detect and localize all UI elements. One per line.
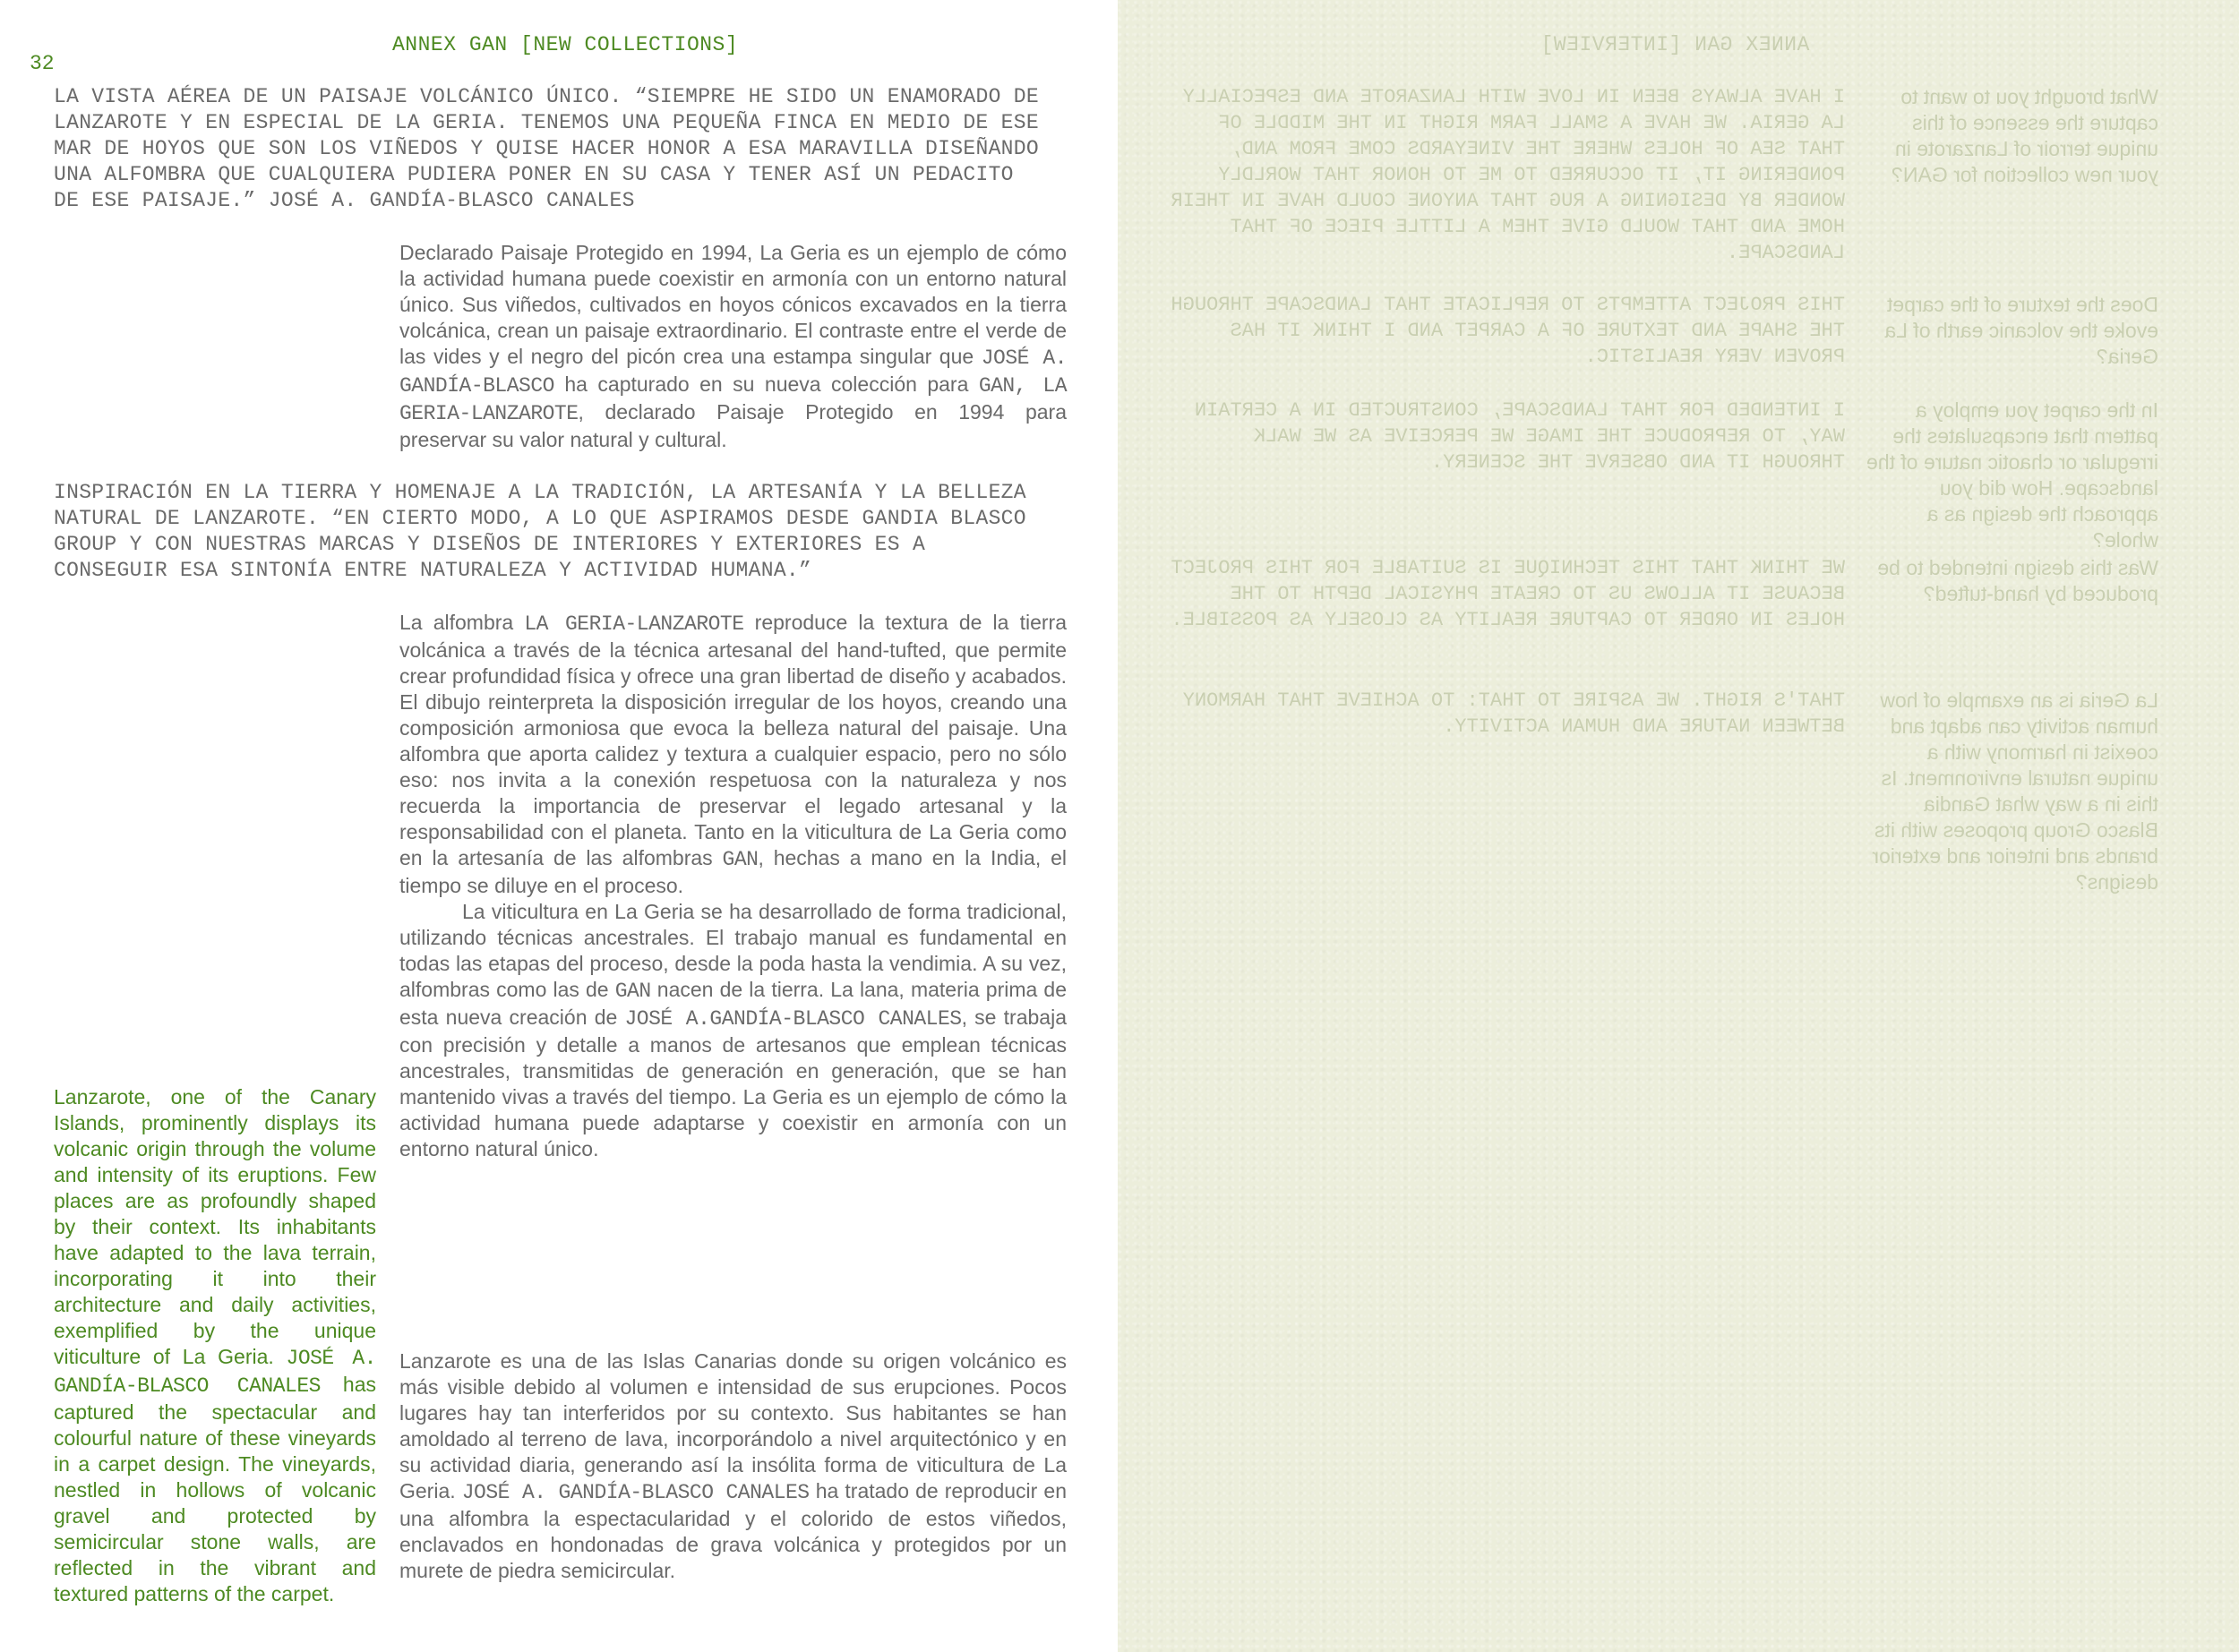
- body-paragraph-1: [399, 240, 1067, 453]
- para1-text-1: Declarado Paisaje Protegido en 1994, La Geria es un ejemplo de cómo la actividad humana puede coexistir en armonía con un entorno natural único. Sus viñedos, cultivados en hoyos cónicos excavados en la tierra volcánica, crean un paisaje extraordinario. El contraste entre el verde de las vides y el negro del picón crea una estampa singular que: [399, 241, 1067, 368]
- body-paragraph-2: [399, 610, 1067, 899]
- para1-text-3: , declarado Paisaje Protegido en 1994 para preservar su valor natural y cultural.: [399, 400, 1067, 451]
- mirrored-answer-5: THAT'S RIGHT. WE ASPIRE TO THAT: TO ACHIEVE THAT HARMONY BETWEEN NATURE AND HUMAN ACTIVITY.: [1182, 689, 1845, 738]
- left-page: [0, 0, 1118, 1652]
- mirrored-question-2: Does the texture of the carpet evoke the volcanic earth of La Geria?: [1884, 293, 2158, 368]
- para2-text-1: La alfombra: [399, 611, 525, 634]
- mirrored-answer-2: THIS PROJECT ATTEMPTS TO REPLICATE THAT LANDSCAPE THROUGH THE SHAPE AND TEXTURE OF A CARPET AND I THINK IT HAS PROVEN VERY REALISTIC.: [1171, 294, 1845, 368]
- para2-brand-name: GAN: [722, 848, 759, 871]
- para4-text-1: Lanzarote es una de las Islas Canarias donde su origen volcánico es más visible debido al volumen e intensidad de sus erupciones. Pocos lugares hay tan interferidos por su contexto. Sus habitantes se han amoldado al terreno de lava, incorporándolo a nivel arquitectónico y en su actividad diaria, generando así la insólita forma de viticultura de La Geria.: [399, 1349, 1067, 1502]
- para1-collection-name: GAN, LA GERIA-LANZAROTE: [399, 374, 1067, 425]
- inspiration-quote: INSPIRACIÓN EN LA TIERRA Y HOMENAJE A LA TRADICIÓN, LA ARTESANÍA Y LA BELLEZA NATURAL DE LANZAROTE. “EN CIERTO MODO, A LO QUE ASPIRAMOS DESDE GANDIA BLASCO GROUP Y CON NUESTRAS MARCAS Y DISEÑOS DE INTERIORES Y EXTERIORES ES A CONSEGUIR ESA SINTONÍA ENTRE NATURALEZA Y ACTIVIDAD HUMANA.”: [54, 481, 1026, 582]
- english-caption: [54, 1084, 376, 1607]
- para3-text-2: nacen de la tierra. La lana, materia prima de esta nueva creación de: [399, 978, 1067, 1029]
- para2-text-2: reproduce la textura de la tierra volcánica a través de la técnica artesanal del hand-tufted, que permite crear profundidad física y ofrece una gran libertad de diseño y acabados. El dibujo reinterpreta la disposición irregular de los hoyos, creando una composición armoniosa que evoca la belleza natural del paisaje. Una alfombra que aporta calidez y textura a cualquier espacio, pero no sólo eso: nos invita a la conexión respetuosa con la naturaleza y nos recuerda la importancia de preservar el legado artesanal y la responsabilidad con el planeta. Tanto en la viticultura de La Geria como en la artesanía de las alfombras: [399, 611, 1067, 869]
- para4-designer-name: JOSÉ A. GANDÍA-BLASCO CANALES: [461, 1481, 810, 1504]
- mirrored-question-4: Was this design intended to be produced by hand-tufted?: [1877, 556, 2158, 605]
- mirrored-answer-1: I HAVE ALWAYS BEEN IN LOVE WITH LANZAROTE AND ESPECIALLY LA GERIA. WE HAVE A SMALL FARM RIGHT IN THE MIDDLE OF THAT SEA OF HOLES WHERE THE VINEYARDS COME FROM AND, PONDERING IT, IT OCCURRED TO ME TO HONOR THAT WORLDLY WONDER BY DESIGNING A RUG THAT ANYONE COULD HAVE IN THEIR HOME AND THAT WOULD GIVE THEM A LITTLE PIECE OF THAT LANDSCAPE.: [1171, 86, 1845, 264]
- para3-designer-name: JOSÉ A.GANDÍA-BLASCO CANALES: [624, 1007, 962, 1031]
- lead-quote: LA VISTA AÉREA DE UN PAISAJE VOLCÁNICO ÚNICO. “SIEMPRE HE SIDO UN ENAMORADO DE LANZAROTE Y EN ESPECIAL DE LA GERIA. TENEMOS UNA PEQUEÑA FINCA EN MEDIO DE ESE MAR DE HOYOS QUE SON LOS VIÑEDOS Y QUISE HACER HONOR A ESA MARAVILLA DISEÑANDO UNA ALFOMBRA QUE CUALQUIERA PUDIERA PONER EN SU CASA Y TENER ASÍ UN PEDACITO DE ESE PAISAJE.” JOSÉ A. GANDÍA-BLASCO CANALES: [54, 85, 1039, 212]
- para1-designer-name: JOSÉ A. GANDÍA-BLASCO: [399, 347, 1067, 398]
- caption-text-2: has captured the spectacular and colourful nature of these vineyards in a carpet design. The vineyards, nestled in hollows of volcanic gravel and protected by semicircular stone walls, are reflected in the vibrant and textured patterns of the carpet.: [54, 1373, 376, 1605]
- body-paragraph-3: [399, 899, 1067, 1162]
- mirrored-answer-3: I INTENDED FOR THAT LANDSCAPE, CONSTRUCTED IN A CERTAIN WAY, TO REPRODUCE THE IMAGE WE PERCEIVE AS WE WALK THROUGH IT AND OBSERVE THE SCENERY.: [1194, 399, 1845, 474]
- caption-designer-name: JOSÉ A. GANDÍA-BLASCO CANALES: [54, 1347, 376, 1398]
- para2-rug-name: LA GERIA-LANZAROTE: [524, 612, 744, 636]
- para1-text-2: ha capturado en su nueva colección para: [553, 372, 979, 396]
- running-head: ANNEX GAN [NEW COLLECTIONS]: [392, 33, 739, 56]
- mirrored-answer-4: WE THINK THAT THIS TECHNIQUE IS SUITABLE FOR THIS PROJECT BECAUSE IT ALLOWS US TO CREATE PHYSICAL DEPTH TO THE HOLES IN ORDER TO CAPTURE REALITY AS CLOSELY AS POSSIBLE.: [1171, 557, 1845, 631]
- mirrored-question-3: In the carpet you employ a pattern that encapsulates the irregular or chaotic nature of the landscape. How did you approach the design as a whole?: [1866, 398, 2158, 552]
- page-number: 32: [30, 52, 55, 75]
- caption-text-1: Lanzarote, one of the Canary Islands, prominently displays its volcanic origin through the volume and intensity of its eruptions. Few places are as profoundly shaped by their context. Its inhabitants have adapted to the lava terrain, incorporating it into their architecture and daily activities, exemplified by the unique viticulture of La Geria.: [54, 1085, 376, 1368]
- para2-text-3: , hechas a mano en la India, el tiempo se diluye en el proceso.: [399, 846, 1067, 897]
- para3-text-3: , se trabaja con precisión y detalle a manos de artesanos que emplean técnicas ancestrales, transmitidas de generación en generación, que se han mantenido vivas a través del tiempo. La Geria es un ejemplo de cómo la actividad humana puede adaptarse y coexistir en armonía con un entorno natural único.: [399, 1006, 1067, 1160]
- mirrored-question-5: La Geria is an example of how human activity can adapt and coexist in harmony with a unique natural environment. Is this in a way what Gandia Blasco Group proposes with its brands and interior and exterior designs?: [1872, 689, 2158, 894]
- body-paragraph-4: [399, 1348, 1067, 1584]
- para3-brand-name: GAN: [614, 980, 651, 1003]
- para3-text-1: La viticultura en La Geria se ha desarrollado de forma tradicional, utilizando técnicas ancestrales. El trabajo manual es fundamental en todas las etapas del proceso, desde la poda hasta la vendimia. A su vez, alfombras como las de: [399, 900, 1067, 1001]
- mirrored-running-head: ANNEX GAN [INTERVIEW]: [1540, 33, 1810, 56]
- para4-text-2: ha tratado de reproducir en una alfombra la espectacularidad y el colorido de estos viñedos, enclavados en hondonadas de grava volcánica y protegidos por un murete de piedra semicircular.: [399, 1479, 1067, 1582]
- mirrored-question-1: What brought you to want to capture the essence of this unique terroir of Lanzarote in your new collection for GAN?: [1892, 85, 2158, 186]
